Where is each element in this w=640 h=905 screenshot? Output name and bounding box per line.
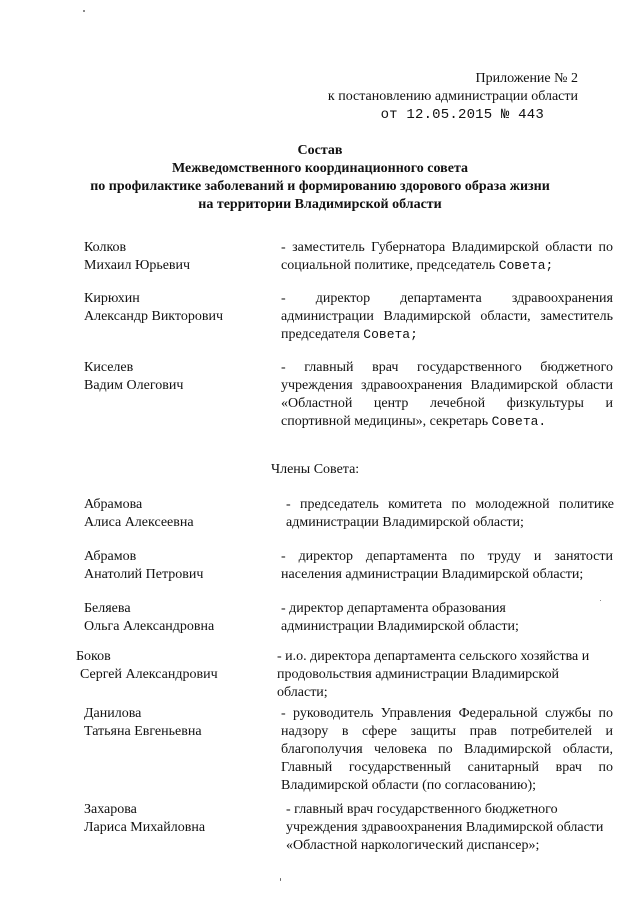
member-role <box>281 290 613 344</box>
member-given-name: Ольга Александровна <box>84 619 215 634</box>
member-given-name: Вадим Олегович <box>84 378 184 393</box>
scan-speck <box>83 10 85 12</box>
member-role <box>281 359 613 431</box>
scan-speck <box>280 878 281 881</box>
member-surname: Беляева <box>84 601 131 616</box>
member-surname: Колков <box>84 240 127 255</box>
member-name <box>84 496 274 532</box>
member-given-name: Сергей Александрович <box>80 667 218 682</box>
member-given-name: Алиса Алексеевна <box>84 515 194 530</box>
member-role: - директор департамента по труду и занятости населения администрации Владимирской области; <box>281 549 613 582</box>
member-role-tail: Совета; <box>363 327 418 342</box>
members-heading: Члены Совета: <box>271 462 360 477</box>
member-name <box>84 359 274 395</box>
title-line-2: Межведомственного координационного совета <box>171 161 468 176</box>
title-line-3: по профилактике заболеваний и формированию здорового образа жизни <box>90 179 550 194</box>
member-role <box>281 239 613 275</box>
member-name <box>84 290 274 326</box>
title-line-1: Состав <box>297 143 343 158</box>
member-surname: Киселев <box>84 360 134 375</box>
title-line-4: на территории Владимирской области <box>198 197 442 212</box>
document-title <box>60 142 580 214</box>
member-surname: Абрамов <box>84 549 137 564</box>
member-surname: Абрамова <box>84 497 143 512</box>
scan-speck <box>600 600 601 601</box>
member-surname: Данилова <box>84 706 142 721</box>
member-surname: Кирюхин <box>84 291 140 306</box>
member-surname: Захарова <box>84 802 137 817</box>
member-given-name: Александр Викторович <box>84 309 224 324</box>
member-name <box>84 705 274 741</box>
member-role: - главный врач государственного бюджетного учреждения здравоохранения Владимирской области «Областной наркологический диспансер»; <box>286 802 604 853</box>
member-name <box>84 600 274 636</box>
member-role-text: - директор департамента здравоохранения администрации Владимирской области, заместитель председателя <box>281 291 613 342</box>
member-role: - и.о. директора департамента сельского хозяйства и продовольствия администрации Владимирской области; <box>277 649 590 700</box>
member-surname: Боков <box>76 649 111 664</box>
member-given-name: Михаил Юрьевич <box>84 258 191 273</box>
member-given-name: Лариса Михайловна <box>84 820 206 835</box>
member-role: - председатель комитета по молодежной политике администрации Владимирской области; <box>286 497 614 530</box>
member-role: - руководитель Управления Федеральной службы по надзору в сфере защиты прав потребителей и благополучия человека по Владимирской области, Главный государственный санитарный врач по Владимирской области (по согласованию); <box>281 706 613 793</box>
appendix-header <box>328 70 578 124</box>
member-role-tail: Совета. <box>491 414 547 429</box>
appendix-title: Приложение № 2 <box>475 71 578 86</box>
member-role-text: - заместитель Губернатора Владимирской области по социальной политике, председатель <box>281 240 613 273</box>
member-name <box>84 239 274 275</box>
member-given-name: Татьяна Евгеньевна <box>84 724 202 739</box>
appendix-reference: к постановлению администрации области <box>327 89 578 104</box>
appendix-date-number: от 12.05.2015 № 443 <box>380 107 544 123</box>
member-role-text: - главный врач государственного бюджетного учреждения здравоохранения Владимирской области «Областной центр лечебной физкультуры и спортивной медицины», секретарь <box>281 360 613 429</box>
member-name <box>84 548 274 584</box>
member-name <box>84 801 274 837</box>
member-given-name: Анатолий Петрович <box>84 567 204 582</box>
member-name <box>76 648 270 684</box>
member-role: - директор департамента образования администрации Владимирской области; <box>281 601 519 634</box>
member-role-tail: Совета; <box>498 258 554 273</box>
